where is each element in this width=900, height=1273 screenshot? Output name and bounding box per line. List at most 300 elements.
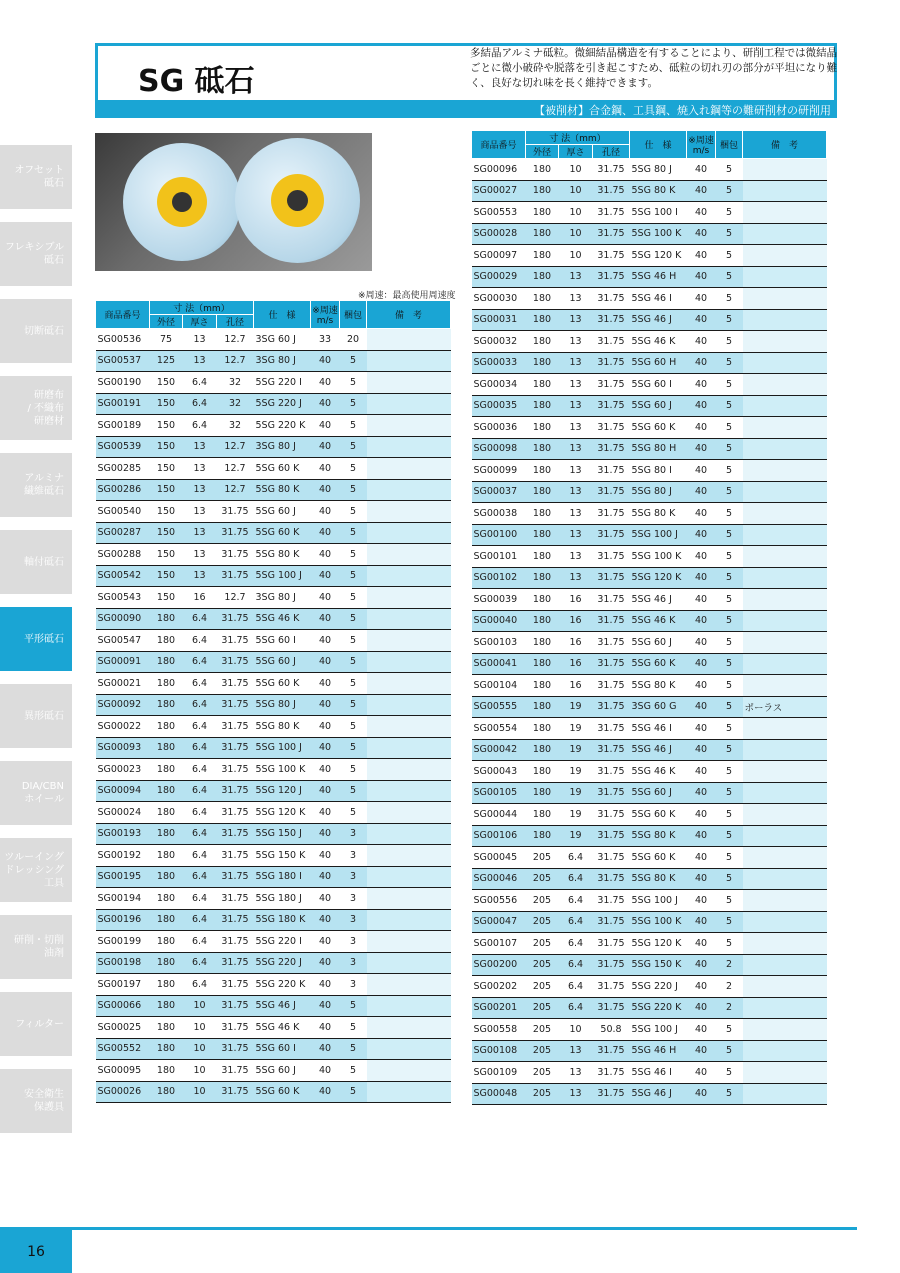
remarks-cell: [743, 1019, 827, 1041]
spec-cell: 5SG 60 H: [630, 352, 687, 374]
hole-diameter-cell: 31.75: [593, 825, 630, 847]
peripheral-speed-cell: 40: [311, 479, 340, 501]
peripheral-speed-cell: 40: [687, 804, 716, 826]
outer-diameter-cell: 205: [526, 911, 559, 933]
table-row: [96, 759, 451, 781]
product-code-cell: SG00092: [96, 694, 150, 716]
thickness-cell: 13: [559, 1083, 593, 1105]
hole-diameter-cell: 31.75: [593, 245, 630, 267]
table-row: [472, 180, 827, 202]
remarks-cell: [743, 610, 827, 632]
remarks-cell: [367, 737, 451, 759]
hole-diameter-cell: 31.75: [593, 395, 630, 417]
remarks-cell: [743, 202, 827, 224]
table-row: [96, 1017, 451, 1039]
hole-diameter-cell: 31.75: [593, 567, 630, 589]
peripheral-speed-cell: 40: [311, 974, 340, 996]
hole-diameter-cell: 31.75: [217, 544, 254, 566]
header-code: 商品番号: [96, 301, 150, 329]
outer-diameter-cell: 150: [150, 415, 183, 437]
spec-cell: 5SG 46 J: [254, 995, 311, 1017]
outer-diameter-cell: 150: [150, 544, 183, 566]
table-row: [472, 696, 827, 718]
thickness-cell: 6.4: [183, 931, 217, 953]
table-row: [472, 567, 827, 589]
remarks-cell: [743, 933, 827, 955]
peripheral-speed-cell: 40: [311, 630, 340, 652]
side-tab[interactable]: 切断砥石: [0, 299, 72, 363]
spec-cell: 5SG 80 K: [630, 825, 687, 847]
thickness-cell: 13: [559, 266, 593, 288]
table-row: [96, 458, 451, 480]
pack-qty-cell: 2: [716, 997, 743, 1019]
spec-cell: 3SG 60 J: [254, 329, 311, 351]
thickness-cell: 6.4: [183, 630, 217, 652]
spec-cell: 5SG 220 J: [254, 952, 311, 974]
outer-diameter-cell: 180: [150, 1060, 183, 1082]
pack-qty-cell: 2: [716, 954, 743, 976]
outer-diameter-cell: 150: [150, 458, 183, 480]
pack-qty-cell: 5: [716, 632, 743, 654]
header-spec: 仕 様: [254, 301, 311, 329]
thickness-cell: 13: [559, 395, 593, 417]
remarks-cell: [743, 180, 827, 202]
spec-cell: 5SG 220 J: [254, 393, 311, 415]
remarks-cell: [367, 350, 451, 372]
product-code-cell: SG00029: [472, 266, 526, 288]
pack-qty-cell: 5: [716, 1040, 743, 1062]
remarks-cell: [743, 1062, 827, 1084]
hole-diameter-cell: 31.75: [217, 952, 254, 974]
table-row: [96, 522, 451, 544]
pack-qty-cell: 5: [716, 245, 743, 267]
outer-diameter-cell: 180: [150, 802, 183, 824]
header-spec: 仕 様: [630, 131, 687, 159]
pack-qty-cell: 5: [716, 503, 743, 525]
table-row: [96, 587, 451, 609]
table-row: [472, 589, 827, 611]
pack-qty-cell: 3: [340, 974, 367, 996]
outer-diameter-cell: 180: [150, 952, 183, 974]
spec-cell: 5SG 100 K: [630, 546, 687, 568]
remarks-cell: [743, 847, 827, 869]
thickness-cell: 6.4: [183, 909, 217, 931]
table-row: [96, 651, 451, 673]
table-row: [472, 933, 827, 955]
thickness-cell: 6.4: [183, 716, 217, 738]
header-hole: 孔径: [217, 315, 254, 329]
thickness-cell: 13: [559, 352, 593, 374]
outer-diameter-cell: 180: [526, 374, 559, 396]
hole-diameter-cell: 31.75: [593, 524, 630, 546]
peripheral-speed-cell: 40: [687, 352, 716, 374]
hole-diameter-cell: 31.75: [217, 694, 254, 716]
table-row: [96, 350, 451, 372]
outer-diameter-cell: 180: [150, 1017, 183, 1039]
thickness-cell: 10: [183, 1060, 217, 1082]
hole-diameter-cell: 31.75: [593, 1040, 630, 1062]
spec-cell: 3SG 80 J: [254, 436, 311, 458]
product-code-cell: SG00540: [96, 501, 150, 523]
product-code-cell: SG00536: [96, 329, 150, 351]
pack-qty-cell: 5: [340, 522, 367, 544]
outer-diameter-cell: 180: [526, 202, 559, 224]
product-code-cell: SG00553: [472, 202, 526, 224]
thickness-cell: 6.4: [559, 933, 593, 955]
remarks-cell: [367, 780, 451, 802]
hole-diameter-cell: 31.75: [217, 845, 254, 867]
spec-cell: 5SG 60 K: [254, 522, 311, 544]
outer-diameter-cell: 180: [526, 352, 559, 374]
spec-cell: 5SG 100 I: [630, 202, 687, 224]
pack-qty-cell: 5: [716, 438, 743, 460]
remarks-cell: [743, 976, 827, 998]
pack-qty-cell: 5: [716, 481, 743, 503]
spec-cell: 5SG 46 K: [630, 761, 687, 783]
product-photo: [95, 133, 372, 271]
product-code-cell: SG00091: [96, 651, 150, 673]
thickness-cell: 6.4: [183, 866, 217, 888]
pack-qty-cell: 3: [340, 866, 367, 888]
remarks-cell: [743, 675, 827, 697]
pack-qty-cell: 5: [716, 675, 743, 697]
spec-cell: 5SG 150 J: [254, 823, 311, 845]
thickness-cell: 13: [559, 331, 593, 353]
pack-qty-cell: 5: [716, 589, 743, 611]
hole-diameter-cell: 31.75: [593, 223, 630, 245]
table-row: [472, 202, 827, 224]
hole-diameter-cell: 31.75: [217, 673, 254, 695]
product-code-cell: SG00033: [472, 352, 526, 374]
hole-diameter-cell: 31.75: [593, 546, 630, 568]
remarks-cell: [367, 909, 451, 931]
table-row: [96, 995, 451, 1017]
table-row: [472, 890, 827, 912]
pack-qty-cell: 5: [716, 159, 743, 181]
header-code: 商品番号: [472, 131, 526, 159]
hole-diameter-cell: 12.7: [217, 329, 254, 351]
pack-qty-cell: 5: [716, 761, 743, 783]
thickness-cell: 10: [559, 202, 593, 224]
table-row: [472, 245, 827, 267]
outer-diameter-cell: 150: [150, 479, 183, 501]
peripheral-speed-cell: 40: [311, 1081, 340, 1103]
table-row: [96, 544, 451, 566]
table-row: [472, 804, 827, 826]
side-tab[interactable]: 平形砥石: [0, 607, 72, 671]
remarks-cell: [367, 759, 451, 781]
peripheral-speed-cell: 40: [311, 759, 340, 781]
hole-diameter-cell: 31.75: [593, 374, 630, 396]
spec-cell: 5SG 180 K: [254, 909, 311, 931]
thickness-cell: 13: [183, 501, 217, 523]
thickness-cell: 19: [559, 696, 593, 718]
peripheral-speed-cell: 40: [687, 696, 716, 718]
hole-diameter-cell: 31.75: [593, 997, 630, 1019]
hole-diameter-cell: 31.75: [593, 954, 630, 976]
pack-qty-cell: 5: [716, 223, 743, 245]
product-code-cell: SG00554: [472, 718, 526, 740]
hole-diameter-cell: 31.75: [593, 761, 630, 783]
outer-diameter-cell: 180: [150, 651, 183, 673]
outer-diameter-cell: 205: [526, 1083, 559, 1105]
hole-diameter-cell: 31.75: [593, 718, 630, 740]
product-code-cell: SG00103: [472, 632, 526, 654]
outer-diameter-cell: 205: [526, 1062, 559, 1084]
table-row: [96, 479, 451, 501]
hole-diameter-cell: 31.75: [593, 653, 630, 675]
outer-diameter-cell: 205: [526, 997, 559, 1019]
side-tab[interactable]: 研磨布 / 不織布 研磨材: [0, 376, 72, 440]
peripheral-speed-cell: 40: [311, 716, 340, 738]
outer-diameter-cell: 180: [526, 288, 559, 310]
side-tab[interactable]: DIA/CBN ホイール: [0, 761, 72, 825]
outer-diameter-cell: 150: [150, 522, 183, 544]
remarks-cell: [367, 479, 451, 501]
pack-qty-cell: 2: [716, 976, 743, 998]
thickness-cell: 13: [559, 438, 593, 460]
outer-diameter-cell: 205: [526, 976, 559, 998]
remarks-cell: [743, 223, 827, 245]
peripheral-speed-cell: 40: [311, 458, 340, 480]
spec-cell: 3SG 80 J: [254, 587, 311, 609]
product-code-cell: SG00100: [472, 524, 526, 546]
peripheral-speed-cell: 40: [687, 718, 716, 740]
peripheral-speed-cell: 40: [687, 374, 716, 396]
spec-cell: 5SG 60 K: [630, 847, 687, 869]
table-row: [472, 524, 827, 546]
product-code-cell: SG00542: [96, 565, 150, 587]
hole-diameter-cell: 31.75: [593, 868, 630, 890]
header-hole: 孔径: [593, 145, 630, 159]
spec-cell: 5SG 100 J: [630, 890, 687, 912]
hole-diameter-cell: 31.75: [593, 1062, 630, 1084]
table-row: [472, 653, 827, 675]
table-row: [96, 415, 451, 437]
remarks-cell: ポーラス: [743, 696, 827, 718]
peripheral-speed-cell: 40: [687, 761, 716, 783]
spec-cell: 5SG 80 K: [630, 503, 687, 525]
pack-qty-cell: 5: [716, 352, 743, 374]
product-code-cell: SG00042: [472, 739, 526, 761]
peripheral-speed-cell: 40: [687, 589, 716, 611]
remarks-cell: [743, 460, 827, 482]
remarks-cell: [367, 716, 451, 738]
header-dims: 寸 法（mm）: [526, 131, 630, 145]
outer-diameter-cell: 180: [526, 438, 559, 460]
outer-diameter-cell: 180: [526, 460, 559, 482]
spec-cell: 5SG 80 K: [254, 716, 311, 738]
pack-qty-cell: 5: [340, 694, 367, 716]
product-code-cell: SG00287: [96, 522, 150, 544]
hole-diameter-cell: 31.75: [217, 759, 254, 781]
product-code-cell: SG00558: [472, 1019, 526, 1041]
peripheral-speed-cell: 40: [687, 524, 716, 546]
table-row: [96, 1081, 451, 1103]
spec-cell: 3SG 60 G: [630, 696, 687, 718]
product-code-cell: SG00199: [96, 931, 150, 953]
spec-cell: 5SG 60 I: [254, 630, 311, 652]
outer-diameter-cell: 180: [526, 266, 559, 288]
product-code-cell: SG00022: [96, 716, 150, 738]
pack-qty-cell: 5: [716, 524, 743, 546]
remarks-cell: [743, 1083, 827, 1105]
thickness-cell: 10: [183, 995, 217, 1017]
peripheral-speed-cell: 40: [687, 911, 716, 933]
page-title: SG 砥石: [138, 64, 255, 99]
hole-diameter-cell: 32: [217, 393, 254, 415]
thickness-cell: 6.4: [559, 997, 593, 1019]
hole-diameter-cell: 31.75: [217, 565, 254, 587]
product-code-cell: SG00198: [96, 952, 150, 974]
outer-diameter-cell: 180: [526, 309, 559, 331]
side-tab[interactable]: アルミナ 繊維砥石: [0, 453, 72, 517]
product-code-cell: SG00555: [472, 696, 526, 718]
work-material-bar: [95, 100, 837, 118]
pack-qty-cell: 5: [340, 501, 367, 523]
peripheral-speed-cell: 40: [311, 1060, 340, 1082]
spec-cell: 5SG 46 I: [630, 1062, 687, 1084]
pack-qty-cell: 5: [340, 479, 367, 501]
thickness-cell: 13: [183, 350, 217, 372]
peripheral-speed-cell: 40: [687, 159, 716, 181]
side-tab[interactable]: フィルター: [0, 992, 72, 1056]
remarks-cell: [367, 608, 451, 630]
table-row: [472, 997, 827, 1019]
hole-diameter-cell: 31.75: [593, 675, 630, 697]
side-tab[interactable]: 異形砥石: [0, 684, 72, 748]
hole-diameter-cell: 12.7: [217, 436, 254, 458]
table-row: [472, 417, 827, 439]
table-row: [96, 737, 451, 759]
peripheral-speed-cell: 40: [687, 309, 716, 331]
product-code-cell: SG00190: [96, 372, 150, 394]
side-tab[interactable]: 軸付砥石: [0, 530, 72, 594]
hole-diameter-cell: 50.8: [593, 1019, 630, 1041]
side-tab[interactable]: フレキシブル 砥石: [0, 222, 72, 286]
thickness-cell: 10: [183, 1038, 217, 1060]
remarks-cell: [743, 653, 827, 675]
table-row: [472, 825, 827, 847]
table-row: [96, 1038, 451, 1060]
peripheral-speed-cell: 40: [311, 931, 340, 953]
table-row: [472, 223, 827, 245]
remarks-cell: [743, 567, 827, 589]
outer-diameter-cell: 180: [526, 524, 559, 546]
thickness-cell: 6.4: [183, 823, 217, 845]
product-code-cell: SG00194: [96, 888, 150, 910]
pack-qty-cell: 5: [340, 780, 367, 802]
remarks-cell: [743, 395, 827, 417]
pack-qty-cell: 5: [340, 1017, 367, 1039]
remarks-cell: [367, 888, 451, 910]
peripheral-speed-cell: 40: [311, 1038, 340, 1060]
table-row: [472, 718, 827, 740]
outer-diameter-cell: 180: [526, 331, 559, 353]
product-code-cell: SG00024: [96, 802, 150, 824]
outer-diameter-cell: 180: [150, 888, 183, 910]
spec-cell: 5SG 120 K: [630, 245, 687, 267]
side-tab[interactable]: ツルーイング ドレッシング 工具: [0, 838, 72, 902]
spec-cell: 5SG 46 H: [630, 1040, 687, 1062]
hole-diameter-cell: 31.75: [217, 995, 254, 1017]
remarks-cell: [743, 266, 827, 288]
product-code-cell: SG00025: [96, 1017, 150, 1039]
peripheral-speed-cell: 40: [311, 802, 340, 824]
thickness-cell: 13: [183, 565, 217, 587]
table-row: [96, 952, 451, 974]
spec-cell: 5SG 46 J: [630, 589, 687, 611]
outer-diameter-cell: 180: [150, 630, 183, 652]
outer-diameter-cell: 205: [526, 890, 559, 912]
peripheral-speed-cell: 40: [687, 331, 716, 353]
remarks-cell: [367, 931, 451, 953]
pack-qty-cell: 5: [340, 1038, 367, 1060]
table-row: [472, 266, 827, 288]
peripheral-speed-cell: 40: [687, 782, 716, 804]
outer-diameter-cell: 180: [150, 1038, 183, 1060]
hole-diameter-cell: 31.75: [217, 802, 254, 824]
pack-qty-cell: 5: [340, 1081, 367, 1103]
hole-diameter-cell: 31.75: [217, 1038, 254, 1060]
outer-diameter-cell: 180: [150, 780, 183, 802]
product-code-cell: SG00099: [472, 460, 526, 482]
product-code-cell: SG00189: [96, 415, 150, 437]
header-remarks: 備 考: [743, 131, 827, 159]
table-row: [472, 1019, 827, 1041]
spec-cell: 5SG 80 J: [630, 159, 687, 181]
header-speed: ※周速 m/s: [687, 131, 716, 159]
side-tab[interactable]: 安全衛生 保護具: [0, 1069, 72, 1133]
peripheral-speed-cell: 40: [687, 481, 716, 503]
thickness-cell: 16: [183, 587, 217, 609]
pack-qty-cell: 5: [340, 436, 367, 458]
header-od: 外径: [150, 315, 183, 329]
remarks-cell: [743, 159, 827, 181]
outer-diameter-cell: 150: [150, 587, 183, 609]
table-row: [96, 393, 451, 415]
spec-cell: 5SG 46 H: [630, 266, 687, 288]
side-tab[interactable]: 研削・切削 油剤: [0, 915, 72, 979]
remarks-cell: [367, 630, 451, 652]
remarks-cell: [743, 890, 827, 912]
spec-cell: 5SG 180 I: [254, 866, 311, 888]
table-row: [472, 632, 827, 654]
spec-cell: 5SG 46 J: [630, 309, 687, 331]
thickness-cell: 6.4: [559, 976, 593, 998]
page-number: 16: [0, 1230, 72, 1273]
peripheral-speed-cell: 40: [311, 415, 340, 437]
peripheral-speed-cell: 40: [311, 780, 340, 802]
spec-cell: 5SG 120 J: [254, 780, 311, 802]
peripheral-speed-cell: 40: [311, 587, 340, 609]
peripheral-speed-cell: 40: [687, 1040, 716, 1062]
outer-diameter-cell: 180: [526, 632, 559, 654]
pack-qty-cell: 3: [340, 823, 367, 845]
pack-qty-cell: 20: [340, 329, 367, 351]
product-code-cell: SG00102: [472, 567, 526, 589]
hole-diameter-cell: 31.75: [593, 481, 630, 503]
thickness-cell: 6.4: [183, 737, 217, 759]
product-code-cell: SG00040: [472, 610, 526, 632]
outer-diameter-cell: 205: [526, 1019, 559, 1041]
remarks-cell: [743, 782, 827, 804]
product-code-cell: SG00043: [472, 761, 526, 783]
pack-qty-cell: 3: [340, 888, 367, 910]
table-row: [472, 1083, 827, 1105]
product-code-cell: SG00109: [472, 1062, 526, 1084]
side-tab[interactable]: オフセット 砥石: [0, 145, 72, 209]
